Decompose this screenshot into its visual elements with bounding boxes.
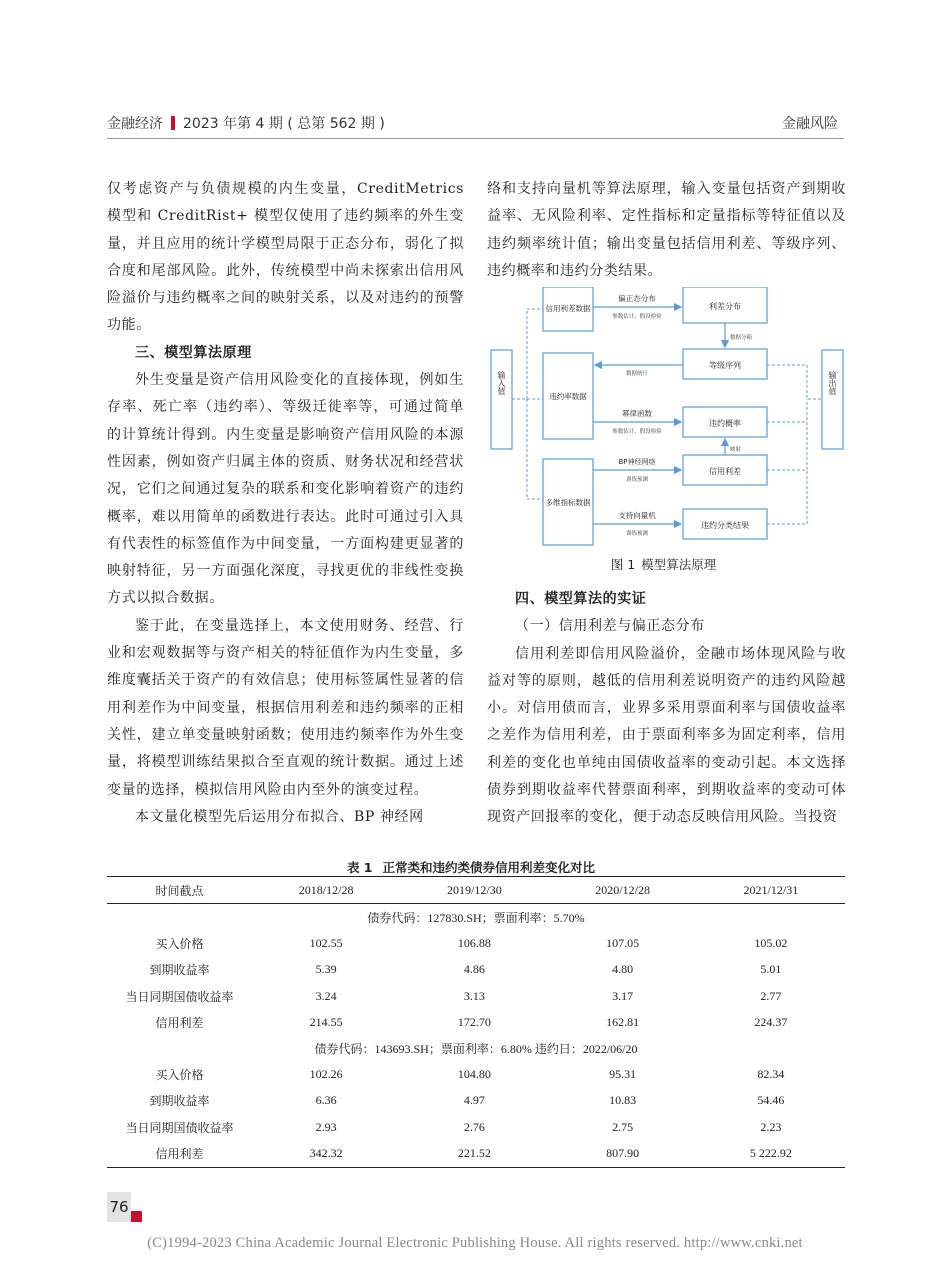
running-header-left — [107, 113, 385, 133]
table-row — [107, 1009, 845, 1035]
table-cell: 95.31 — [609, 1067, 637, 1082]
row-label: 信用利差 — [155, 1147, 204, 1162]
copyright-footer: (C)1994-2023 China Academic Journal Electronic Publishing House. All rights reserved. http://www.cnki.net — [147, 1235, 803, 1251]
table-row — [107, 930, 845, 956]
row-label: 当日同期国债收益率 — [125, 989, 234, 1004]
journal-name: 金融经济 — [107, 116, 163, 132]
column-header: 2018/12/28 — [298, 882, 354, 897]
flow-diagram — [487, 287, 846, 553]
table-cell: 2.77 — [760, 988, 782, 1003]
table-cell: 224.37 — [754, 1014, 788, 1029]
table-cell: 5.01 — [760, 962, 782, 977]
table-label: 表 1 — [346, 860, 373, 875]
paragraph-continued: 仅考虑资产与负债规模的内生变量，CreditMetrics 模型和 CreditRist+ 模型仅使用了违约频率的外生变量，并且应用的统计学模型局限于正态分布，弱化了拟合度和尾部风险。此外，传统模型中尚未探索出信用风险溢价与违约概率之间的映射关系，以及对违约的预警功能。 — [107, 181, 464, 334]
table-cell: 106.88 — [457, 935, 491, 950]
label-svm: 支持向量机 — [618, 511, 656, 520]
label-skew-sub: 参数估计、假设检验 — [612, 314, 662, 320]
group-caption: 债券代码：143693.SH；票面利率：6.80% 违约日：2022/06/20 — [314, 1041, 638, 1056]
credit-spread-table — [107, 876, 845, 1168]
page-number-mark — [131, 1211, 142, 1222]
group-caption-row — [107, 1035, 845, 1061]
table-cell: 102.26 — [309, 1067, 343, 1082]
table-cell: 54.46 — [757, 1093, 785, 1108]
table-cell: 3.24 — [315, 988, 337, 1003]
column-header: 2019/12/30 — [447, 882, 502, 897]
label-mapping: 映射 — [730, 447, 742, 453]
header-rule — [107, 138, 844, 139]
figure-caption — [487, 555, 846, 573]
table-cell: 807.90 — [606, 1146, 640, 1161]
group-caption: 债券代码：127830.SH；票面利率：5.70% — [367, 910, 585, 925]
table-row — [107, 1114, 845, 1140]
label-bp-sub: 训练预测 — [625, 477, 649, 483]
figure-model-algorithm — [487, 287, 846, 553]
figure-label: 图 1 — [610, 557, 636, 572]
table-row — [107, 983, 845, 1009]
paragraph: 信用利差即信用风险溢价，金融市场体现风险与收益对等的原则，越低的信用利差说明资产的违约风险越小。对信用债而言，业界多采用票面利率与国债收益率之差作为信用利差，由于票面利率多为固定利率，信用利差的变化也单纯由国债收益率的变动引起。本文选择债券到期收益率代替票面利率，到期收益率的变动可体现资产回报率的变化，便于动态反映信用风险。当投资 — [487, 645, 846, 826]
table-row — [107, 1088, 845, 1114]
box-spread-data-label: 信用利差数据 — [545, 304, 591, 313]
right-column-bottom — [487, 586, 846, 832]
left-column — [107, 176, 464, 831]
table-cell: 2.93 — [315, 1119, 337, 1134]
table-cell: 342.32 — [309, 1146, 343, 1161]
column-header: 时间截点 — [155, 883, 204, 898]
label-data-stats: 数据统计 — [625, 371, 649, 377]
table-header-row — [107, 877, 845, 904]
section-heading-3: 三、模型算法原理 — [135, 344, 252, 361]
row-label: 到期收益率 — [149, 963, 210, 978]
table-caption — [107, 858, 845, 876]
table-cell: 5.39 — [315, 962, 337, 977]
table-cell: 3.13 — [463, 988, 485, 1003]
table-row — [107, 1061, 845, 1087]
box-credit-spread-label: 信用利差 — [709, 467, 741, 476]
issue-info: 2023 年第 4 期 ( 总第 562 期 ) — [183, 116, 385, 132]
right-column-top — [487, 176, 846, 285]
box-grade-seq-label: 等级序列 — [709, 361, 741, 370]
label-svm-sub: 训练预测 — [625, 531, 649, 537]
table-cell: 214.55 — [309, 1014, 343, 1029]
section-name: 金融风险 — [782, 116, 838, 132]
table-cell: 104.80 — [457, 1067, 491, 1082]
table-cell: 2.75 — [612, 1119, 634, 1134]
paragraph: 外生变量是资产信用风险变化的直接体现，例如生存率、死亡率（违约率）、等级迁徙率等，可通过简单的计算统计得到。内生变量是影响资产信用风险的本源性因素，例如资产归属主体的资质、财务状况和经营状况，它们之间通过复杂的联系和变化影响着资产的违约概率，难以用简单的函数进行表达。此时可通过引入具有代表性的标签值作为中间变量，一方面构建更显著的映射特征，另一方面强化深度，寻找更优的非线性变换方式以拟合数据。 — [107, 372, 464, 607]
paragraph-continued: 络和支持向量机等算法原理，输入变量包括资产到期收益率、无风险利率、定性指标和定量指标等特征值以及违约频率统计值；输出变量包括信用利差、等级序列、违约概率和违约分类结果。 — [487, 181, 846, 279]
column-header: 2021/12/31 — [743, 882, 799, 897]
label-data-split: 数据分箱 — [730, 335, 753, 341]
table-cell: 6.36 — [315, 1093, 337, 1108]
table-cell: 107.05 — [606, 935, 640, 950]
group-caption-row — [107, 904, 845, 931]
table-cell: 105.02 — [754, 935, 788, 950]
table-cell: 4.80 — [612, 962, 634, 977]
box-default-data-label: 违约率数据 — [549, 392, 587, 401]
table-cell: 2.76 — [463, 1119, 485, 1134]
table-cell: 4.97 — [463, 1093, 485, 1108]
table-title: 正常类和违约类债券信用利差变化对比 — [382, 860, 596, 875]
box-default-class-label: 违约分类结果 — [701, 521, 749, 530]
table-row — [107, 957, 845, 983]
box-multi-data-label: 多维指标数据 — [545, 498, 591, 507]
input-label: 输入值 — [497, 371, 506, 395]
box-spread-dist-label: 利差分布 — [709, 302, 741, 311]
figure-title: 模型算法原理 — [641, 557, 717, 572]
input-bar — [491, 350, 512, 449]
section-heading-4: 四、模型算法的实证 — [515, 591, 647, 607]
page-number: 76 — [107, 1192, 131, 1222]
table-cell: 5 222.92 — [749, 1146, 792, 1161]
label-power-law: 幂律函数 — [622, 409, 652, 418]
row-label: 当日同期国债收益率 — [125, 1120, 234, 1135]
table-row — [107, 1140, 845, 1167]
table-cell: 102.55 — [309, 935, 343, 950]
box-default-prob-label: 违约概率 — [709, 419, 741, 428]
row-label: 信用利差 — [155, 1015, 204, 1030]
label-power-sub: 参数估计、假设检验 — [612, 429, 662, 435]
label-skew-normal: 偏正态分布 — [618, 294, 656, 303]
table-cell: 162.81 — [606, 1014, 640, 1029]
table-cell: 221.52 — [457, 1146, 491, 1161]
table-cell: 82.34 — [757, 1067, 785, 1082]
output-label: 输出值 — [828, 371, 837, 395]
subsection-heading: （一）信用利差与偏正态分布 — [515, 618, 705, 635]
table-cell: 3.17 — [612, 988, 634, 1003]
paragraph: 本文量化模型先后运用分布拟合、BP 神经网 — [135, 808, 424, 825]
table-cell: 10.83 — [609, 1093, 637, 1108]
column-header: 2020/12/28 — [595, 882, 650, 897]
row-label: 买入价格 — [155, 936, 204, 951]
header-divider-mark — [171, 116, 175, 130]
output-bar — [822, 350, 843, 449]
label-bp-network: BP神经网络 — [618, 458, 656, 466]
table-cell: 172.70 — [457, 1014, 491, 1029]
paragraph: 鉴于此，在变量选择上，本文使用财务、经营、行业和宏观数据等与资产相关的特征值作为内生变量，多维度囊括关于资产的有效信息；使用标签属性显著的信用利差作为中间变量，根据信用利差和违约频率的正相关性，建立单变量映射函数；使用违约频率作为外生变量，将模型训练结果拟合至直观的统计数据。通过上述变量的选择，模拟信用风险由内至外的演变过程。 — [107, 617, 464, 798]
table-cell: 4.86 — [463, 962, 485, 977]
row-label: 到期收益率 — [149, 1094, 210, 1109]
table-cell: 2.23 — [760, 1119, 782, 1134]
row-label: 买入价格 — [155, 1068, 204, 1083]
